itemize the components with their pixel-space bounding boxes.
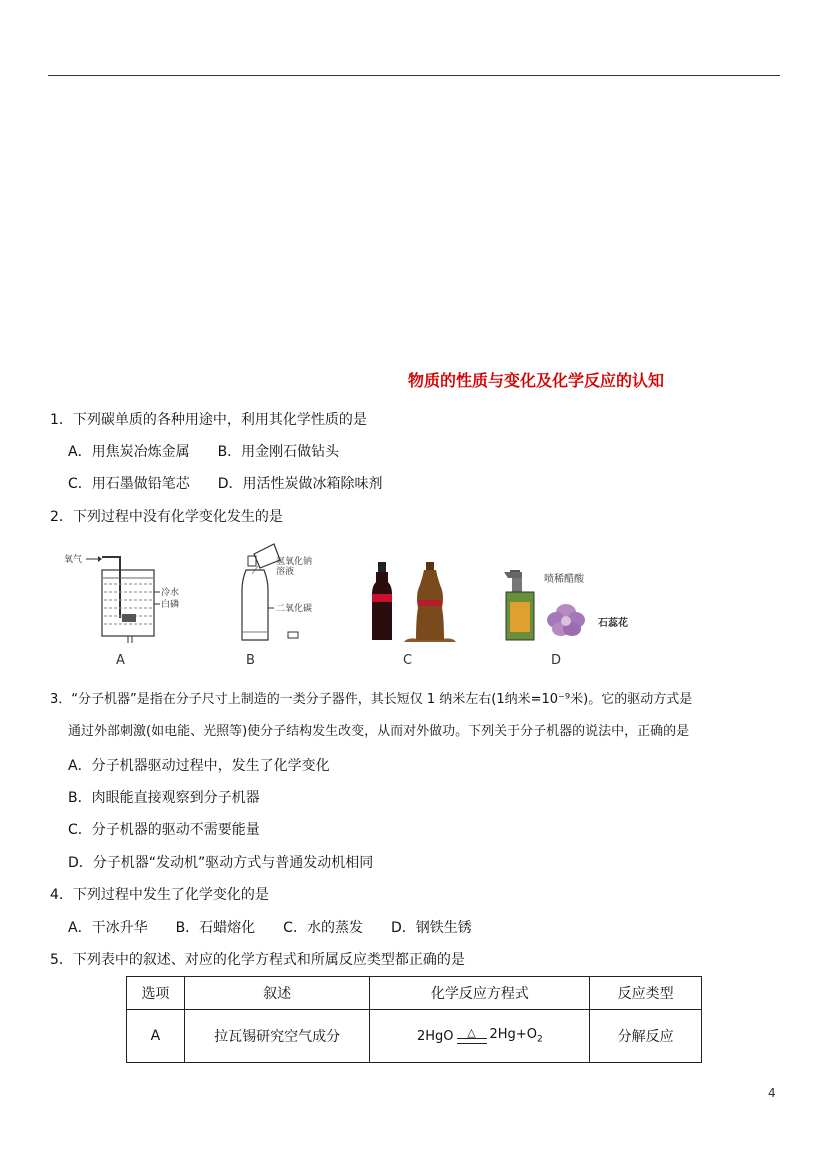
q3-stem-line1: 3．“分子机器”是指在分子尺寸上制造的一类分子器件，其长短仅 1 纳米左右(1纳米=10⁻⁹米)。它的驱动方式是 (50, 692, 693, 707)
equals-bars (457, 1038, 487, 1044)
q4-stem: 4．下列过程中发生了化学变化的是 (50, 887, 269, 903)
q3-stem-line2: 通过外部刺激(如电能、光照等)使分子结构发生改变，从而对外做功。下列关于分子机器的说法中，正确的是 (68, 724, 690, 739)
figure-d-flower-label: 石蕊花 (598, 618, 628, 629)
header-rule (48, 75, 780, 76)
table-row (127, 1010, 702, 1063)
figure-a-phosphorus-label: 白磷 (161, 600, 180, 610)
figure-a-gas-label: 氧气 (64, 555, 83, 565)
figure-b-label: B (246, 653, 255, 668)
q1-stem: 1．下列碳单质的各种用途中，利用其化学性质的是 (50, 412, 367, 428)
equation-products (490, 1027, 543, 1045)
q5-table (126, 976, 702, 1063)
page-title: 物质的性质与变化及化学反应的认知 (408, 371, 665, 390)
q4-options: A．干冰升华 B．石蜡熔化 C．水的蒸发 D．钢铁生锈 (68, 920, 472, 936)
q1-options-cd: C．用石墨做铅笔芯 D．用活性炭做冰箱除味剂 (68, 476, 383, 492)
table-cell-option: A (127, 1010, 185, 1063)
q1-options-ab: A．用焦炭冶炼金属 B．用金刚石做钻头 (68, 444, 340, 460)
table-header-option: 选项 (127, 977, 185, 1010)
table-header-equation: 化学反应方程式 (370, 977, 590, 1010)
q3-option-c: C．分子机器的驱动不需要能量 (68, 822, 260, 838)
table-cell-equation (370, 1010, 590, 1063)
equation-condition-sign (457, 1028, 487, 1044)
table-header-type: 反应类型 (590, 977, 702, 1010)
q5-stem: 5．下列表中的叙述、对应的化学方程式和所属反应类型都正确的是 (50, 952, 465, 968)
figure-b-bottle (232, 540, 332, 648)
figure-d-label: D (551, 653, 562, 668)
equation-product-text: 2Hg+O (489, 1027, 537, 1043)
q2-stem: 2．下列过程中没有化学变化发生的是 (50, 509, 283, 525)
figure-c-label: C (403, 653, 413, 668)
figure-b-gas-label: 二氧化碳 (276, 604, 313, 614)
figure-d-spray (500, 568, 650, 652)
table-cell-description: 拉瓦锡研究空气成分 (184, 1010, 370, 1063)
heat-symbol: △ (467, 1026, 476, 1039)
q3-option-a: A．分子机器驱动过程中，发生了化学变化 (68, 758, 330, 774)
figure-c-cola (368, 558, 458, 646)
figure-a-label: A (116, 653, 125, 668)
figure-b-solution-label-2: 溶液 (276, 567, 295, 577)
q3-option-d: D．分子机器“发动机”驱动方式与普通发动机相同 (68, 855, 374, 871)
table-header-row (127, 977, 702, 1010)
table-cell-type: 分解反应 (590, 1010, 702, 1063)
equation-subscript: 2 (536, 1034, 543, 1045)
chemical-equation (417, 1027, 543, 1045)
figure-a-water-label: 冷水 (161, 588, 180, 598)
figure-d-spray-label: 喷稀醋酸 (544, 574, 584, 585)
table-header-description: 叙述 (184, 977, 370, 1010)
figure-a-beaker (62, 548, 192, 644)
page-number: 4 (768, 1086, 776, 1100)
figure-b-solution-label-1: 氢氧化钠 (276, 557, 313, 567)
q3-option-b: B．肉眼能直接观察到分子机器 (68, 790, 260, 806)
equation-reactant: 2HgO (416, 1028, 454, 1044)
